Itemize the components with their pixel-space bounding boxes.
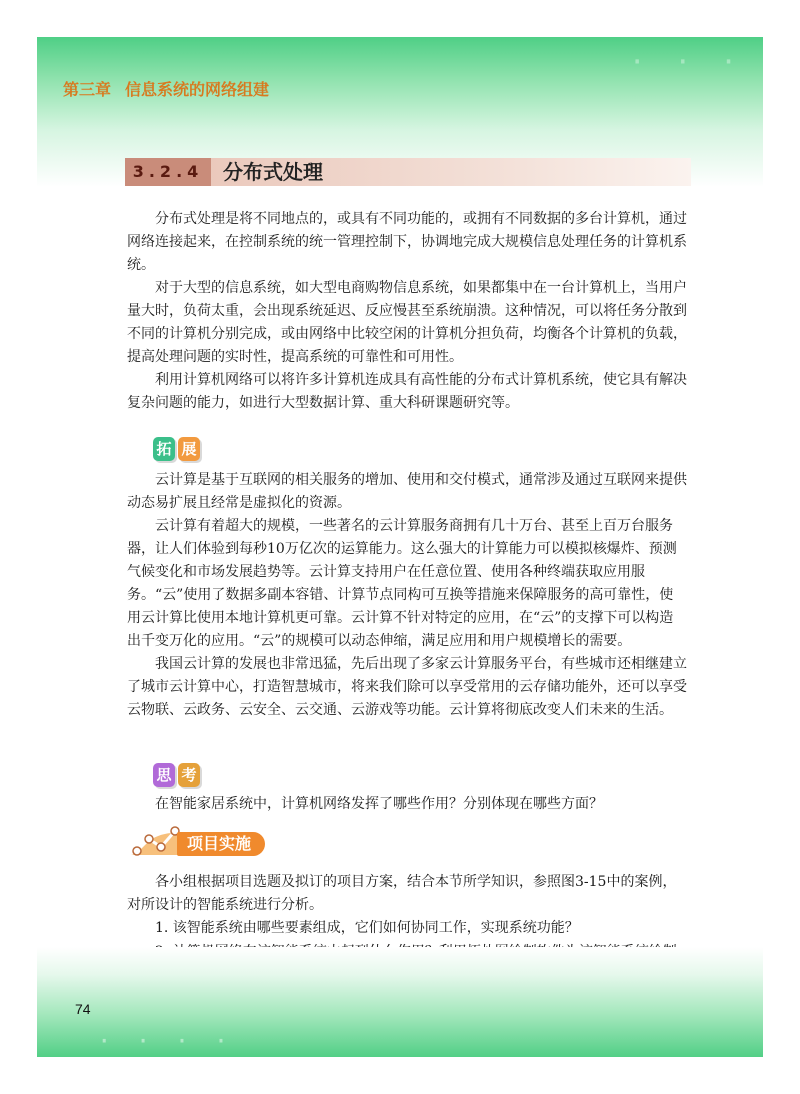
- section-title: 分布式处理: [223, 160, 323, 184]
- badge-char: 展: [178, 437, 200, 461]
- node-icon: [133, 847, 141, 855]
- project-item: 1. 该智能系统由哪些要素组成，它们如何协同工作，实现系统功能？: [155, 920, 579, 936]
- thinking-badge: [153, 763, 200, 787]
- decorative-pattern: · · · ·: [97, 1027, 234, 1055]
- badge-char: 考: [178, 763, 200, 787]
- page-number: 74: [75, 1001, 91, 1017]
- project-intro: 各小组根据项目选题及拟订的项目方案，结合本节所学知识，参照图3-15中的案例，对所设计的智能系统进行分析。: [127, 874, 677, 913]
- decorative-pattern: · · ·: [628, 45, 743, 78]
- body-paragraph: 分布式处理是将不同地点的，或具有不同功能的，或拥有不同数据的多台计算机，通过网络连接起来，在控制系统的统一管理控制下，协调地完成大规模信息处理任务的计算机系统。: [127, 211, 687, 273]
- body-paragraph: 利用计算机网络可以将许多计算机连成具有高性能的分布式计算机系统，使它具有解决复杂问题的能力，如进行大型数据计算、重大科研课题研究等。: [127, 372, 687, 411]
- body-paragraph: 对于大型的信息系统，如大型电商购物信息系统，如果都集中在一台计算机上，当用户量大时，负荷太重，会出现系统延迟、反应慢甚至系统崩溃。这种情况，可以将任务分散到不同的计算机分别完成，或由网络中比较空闲的计算机分担负荷，均衡各个计算机的负载，提高处理问题的实时性，提高系统的可靠性和可用性。: [127, 280, 687, 365]
- chapter-title: 信息系统的网络组建: [125, 80, 270, 99]
- extension-paragraph: 云计算有着超大的规模，一些著名的云计算服务商拥有几十万台、甚至上百万台服务器，让人们体验到每秒10万亿次的运算能力。这么强大的计算能力可以模拟核爆炸、预测气候变化和市场发展趋势等。云计算支持用户在任意位置、使用各种终端获取应用服务。“云”使用了数据多副本容错、计算节点同构可互换等措施来保障服务的高可靠性，使用云计算比使用本地计算机更可靠。云计算不针对特定的应用，在“云”的支撑下可以构造出千变万化的应用。“云”的规模可以动态伸缩，满足应用和用户规模增长的需要。: [127, 518, 677, 649]
- chapter-number: 第三章: [63, 80, 112, 99]
- thinking-question: 在智能家居系统中，计算机网络发挥了哪些作用？分别体现在哪些方面？: [155, 796, 603, 812]
- section-number: 3.2.4: [125, 158, 211, 186]
- footer-band: [37, 947, 763, 1057]
- extension-paragraph: 云计算是基于互联网的相关服务的增加、使用和交付模式，通常涉及通过互联网来提供动态易扩展且经常是虚拟化的资源。: [127, 472, 687, 511]
- extension-badge: [153, 437, 200, 461]
- chapter-header: [63, 77, 269, 100]
- extension-paragraph: 我国云计算的发展也非常迅猛，先后出现了多家云计算服务平台，有些城市还相继建立了城市云计算中心，打造智慧城市，将来我们除可以享受常用的云存储功能外，还可以享受云物联、云政务、云安全、云交通、云游戏等功能。云计算将彻底改变人们未来的生活。: [127, 656, 687, 718]
- badge-char: 拓: [153, 437, 175, 461]
- node-icon: [157, 843, 165, 851]
- project-label: 项目实施: [177, 832, 265, 856]
- node-icon: [145, 835, 153, 843]
- badge-char: 思: [153, 763, 175, 787]
- textbook-page: [37, 37, 763, 1057]
